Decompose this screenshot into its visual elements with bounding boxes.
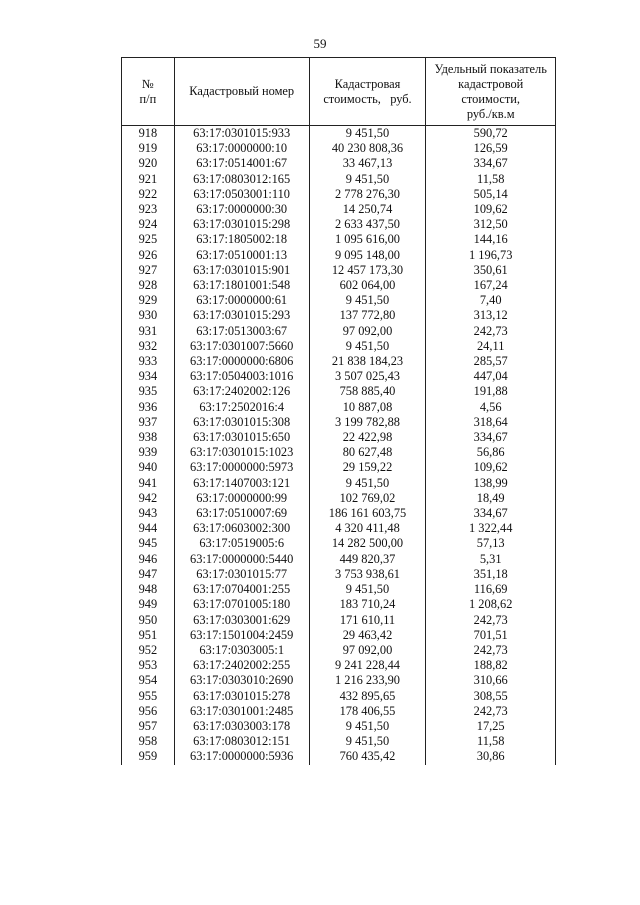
cadastral-value: 3 199 782,88 (309, 415, 426, 430)
specific-indicator: 242,73 (426, 643, 556, 658)
table-row (122, 567, 556, 582)
row-number: 957 (122, 719, 175, 734)
table-row (122, 369, 556, 384)
table-row (122, 187, 556, 202)
cadastral-value: 9 451,50 (309, 734, 426, 749)
table-row (122, 278, 556, 293)
cadastral-number: 63:17:0303003:178 (174, 719, 309, 734)
specific-indicator: 1 322,44 (426, 521, 556, 536)
specific-indicator: 447,04 (426, 369, 556, 384)
specific-indicator: 334,67 (426, 430, 556, 445)
specific-indicator: 505,14 (426, 187, 556, 202)
specific-indicator: 4,56 (426, 400, 556, 415)
table-row (122, 415, 556, 430)
row-number: 944 (122, 521, 175, 536)
row-number: 922 (122, 187, 175, 202)
cadastral-number: 63:17:0514001:67 (174, 156, 309, 171)
cadastral-value: 2 778 276,30 (309, 187, 426, 202)
table-row (122, 734, 556, 749)
cadastral-value: 40 230 808,36 (309, 141, 426, 156)
table-row (122, 689, 556, 704)
specific-indicator: 11,58 (426, 172, 556, 187)
table-row (122, 308, 556, 323)
row-number: 924 (122, 217, 175, 232)
table-row (122, 582, 556, 597)
table-row (122, 156, 556, 171)
table-row (122, 460, 556, 475)
cadastral-number: 63:17:0301015:901 (174, 263, 309, 278)
table-row (122, 673, 556, 688)
cadastral-number: 63:17:0000000:30 (174, 202, 309, 217)
cadastral-value: 12 457 173,30 (309, 263, 426, 278)
row-number: 942 (122, 491, 175, 506)
row-number: 919 (122, 141, 175, 156)
specific-indicator: 308,55 (426, 689, 556, 704)
cadastral-value: 14 282 500,00 (309, 536, 426, 551)
row-number: 953 (122, 658, 175, 673)
table-row (122, 172, 556, 187)
table-row (122, 476, 556, 491)
row-number: 940 (122, 460, 175, 475)
table-row (122, 521, 556, 536)
table-row (122, 749, 556, 764)
specific-indicator: 242,73 (426, 324, 556, 339)
table-row (122, 263, 556, 278)
specific-indicator: 701,51 (426, 628, 556, 643)
cadastral-number: 63:17:0803012:165 (174, 172, 309, 187)
cadastral-value: 9 095 148,00 (309, 248, 426, 263)
cadastral-number: 63:17:0301015:298 (174, 217, 309, 232)
cadastral-value: 102 769,02 (309, 491, 426, 506)
cadastral-value: 9 451,50 (309, 126, 426, 142)
table-row (122, 430, 556, 445)
specific-indicator: 242,73 (426, 613, 556, 628)
specific-indicator: 167,24 (426, 278, 556, 293)
cadastral-number: 63:17:0603002:300 (174, 521, 309, 536)
cadastral-number: 63:17:0303001:629 (174, 613, 309, 628)
specific-indicator: 1 196,73 (426, 248, 556, 263)
cadastral-value: 432 895,65 (309, 689, 426, 704)
cadastral-number: 63:17:0503001:110 (174, 187, 309, 202)
specific-indicator: 334,67 (426, 506, 556, 521)
header-num: № п/п (122, 58, 175, 126)
row-number: 931 (122, 324, 175, 339)
cadastral-value: 97 092,00 (309, 324, 426, 339)
row-number: 926 (122, 248, 175, 263)
cadastral-value: 9 451,50 (309, 293, 426, 308)
cadastral-value: 2 633 437,50 (309, 217, 426, 232)
table-row (122, 704, 556, 719)
cadastral-number: 63:17:0303005:1 (174, 643, 309, 658)
cadastral-value: 9 241 228,44 (309, 658, 426, 673)
row-number: 929 (122, 293, 175, 308)
specific-indicator: 1 208,62 (426, 597, 556, 612)
cadastral-value: 602 064,00 (309, 278, 426, 293)
row-number: 948 (122, 582, 175, 597)
cadastral-number: 63:17:0301015:933 (174, 126, 309, 142)
cadastral-value: 758 885,40 (309, 384, 426, 399)
specific-indicator: 312,50 (426, 217, 556, 232)
specific-indicator: 285,57 (426, 354, 556, 369)
table-row (122, 491, 556, 506)
cadastral-number: 63:17:0513003:67 (174, 324, 309, 339)
table-row (122, 506, 556, 521)
cadastral-number: 63:17:0510007:69 (174, 506, 309, 521)
cadastral-value: 9 451,50 (309, 719, 426, 734)
table-row (122, 232, 556, 247)
cadastral-value: 1 095 616,00 (309, 232, 426, 247)
row-number: 952 (122, 643, 175, 658)
row-number: 935 (122, 384, 175, 399)
cadastral-number: 63:17:1501004:2459 (174, 628, 309, 643)
specific-indicator: 144,16 (426, 232, 556, 247)
table-row (122, 217, 556, 232)
cadastral-value: 80 627,48 (309, 445, 426, 460)
table-row (122, 384, 556, 399)
cadastral-number: 63:17:1805002:18 (174, 232, 309, 247)
specific-indicator: 138,99 (426, 476, 556, 491)
specific-indicator: 318,64 (426, 415, 556, 430)
table-row (122, 354, 556, 369)
specific-indicator: 334,67 (426, 156, 556, 171)
specific-indicator: 24,11 (426, 339, 556, 354)
cadastral-number: 63:17:2502016:4 (174, 400, 309, 415)
table-row (122, 400, 556, 415)
specific-indicator: 313,12 (426, 308, 556, 323)
cadastral-value: 171 610,11 (309, 613, 426, 628)
cadastral-number: 63:17:1407003:121 (174, 476, 309, 491)
cadastral-value: 9 451,50 (309, 582, 426, 597)
cadastral-value: 21 838 184,23 (309, 354, 426, 369)
cadastral-value: 9 451,50 (309, 172, 426, 187)
header-cadastral-value: Кадастровая стоимость, руб. (309, 58, 426, 126)
row-number: 939 (122, 445, 175, 460)
row-number: 920 (122, 156, 175, 171)
cadastral-number: 63:17:0803012:151 (174, 734, 309, 749)
row-number: 937 (122, 415, 175, 430)
specific-indicator: 5,31 (426, 552, 556, 567)
table-row (122, 339, 556, 354)
row-number: 934 (122, 369, 175, 384)
specific-indicator: 351,18 (426, 567, 556, 582)
row-number: 943 (122, 506, 175, 521)
cadastral-number: 63:17:0301007:5660 (174, 339, 309, 354)
cadastral-value: 29 463,42 (309, 628, 426, 643)
cadastral-number: 63:17:0303010:2690 (174, 673, 309, 688)
row-number: 918 (122, 126, 175, 142)
header-cadastral-number: Кадастровый номер (174, 58, 309, 126)
cadastral-number: 63:17:0000000:6806 (174, 354, 309, 369)
table-row (122, 126, 556, 142)
cadastral-number: 63:17:0301015:1023 (174, 445, 309, 460)
cadastral-value: 760 435,42 (309, 749, 426, 764)
specific-indicator: 17,25 (426, 719, 556, 734)
specific-indicator: 30,86 (426, 749, 556, 764)
cadastral-value: 14 250,74 (309, 202, 426, 217)
specific-indicator: 191,88 (426, 384, 556, 399)
row-number: 949 (122, 597, 175, 612)
cadastral-number: 63:17:0000000:5973 (174, 460, 309, 475)
cadastral-value: 178 406,55 (309, 704, 426, 719)
specific-indicator: 188,82 (426, 658, 556, 673)
row-number: 950 (122, 613, 175, 628)
cadastral-value: 183 710,24 (309, 597, 426, 612)
cadastral-value: 9 451,50 (309, 339, 426, 354)
cadastral-number: 63:17:0000000:5936 (174, 749, 309, 764)
row-number: 958 (122, 734, 175, 749)
cadastral-number: 63:17:0301015:278 (174, 689, 309, 704)
specific-indicator: 126,59 (426, 141, 556, 156)
row-number: 921 (122, 172, 175, 187)
cadastral-number: 63:17:0000000:10 (174, 141, 309, 156)
row-number: 923 (122, 202, 175, 217)
row-number: 930 (122, 308, 175, 323)
specific-indicator: 7,40 (426, 293, 556, 308)
table-row (122, 445, 556, 460)
cadastral-value: 33 467,13 (309, 156, 426, 171)
cadastral-value: 97 092,00 (309, 643, 426, 658)
row-number: 936 (122, 400, 175, 415)
table-row (122, 552, 556, 567)
specific-indicator: 590,72 (426, 126, 556, 142)
row-number: 932 (122, 339, 175, 354)
table-body (122, 126, 556, 765)
cadastral-table (121, 57, 556, 765)
cadastral-number: 63:17:1801001:548 (174, 278, 309, 293)
cadastral-number: 63:17:2402002:255 (174, 658, 309, 673)
specific-indicator: 57,13 (426, 536, 556, 551)
cadastral-value: 22 422,98 (309, 430, 426, 445)
cadastral-value: 4 320 411,48 (309, 521, 426, 536)
cadastral-value: 186 161 603,75 (309, 506, 426, 521)
page-number: 59 (313, 36, 327, 51)
cadastral-number: 63:17:0704001:255 (174, 582, 309, 597)
row-number: 951 (122, 628, 175, 643)
cadastral-number: 63:17:0301015:308 (174, 415, 309, 430)
cadastral-number: 63:17:0000000:61 (174, 293, 309, 308)
row-number: 959 (122, 749, 175, 764)
cadastral-value: 9 451,50 (309, 476, 426, 491)
row-number: 945 (122, 536, 175, 551)
cadastral-value: 1 216 233,90 (309, 673, 426, 688)
cadastral-value: 10 887,08 (309, 400, 426, 415)
cadastral-number: 63:17:0301001:2485 (174, 704, 309, 719)
table-row (122, 719, 556, 734)
cadastral-value: 3 753 938,61 (309, 567, 426, 582)
table-row (122, 536, 556, 551)
row-number: 954 (122, 673, 175, 688)
row-number: 933 (122, 354, 175, 369)
row-number: 925 (122, 232, 175, 247)
table-row (122, 141, 556, 156)
row-number: 928 (122, 278, 175, 293)
cadastral-number: 63:17:2402002:126 (174, 384, 309, 399)
cadastral-value: 137 772,80 (309, 308, 426, 323)
specific-indicator: 109,62 (426, 202, 556, 217)
cadastral-number: 63:17:0301015:77 (174, 567, 309, 582)
cadastral-value: 3 507 025,43 (309, 369, 426, 384)
table-row (122, 202, 556, 217)
cadastral-value: 29 159,22 (309, 460, 426, 475)
row-number: 955 (122, 689, 175, 704)
cadastral-number: 63:17:0519005:6 (174, 536, 309, 551)
row-number: 947 (122, 567, 175, 582)
header-specific-indicator: Удельный показатель кадастровой стоимости, руб./кв.м (426, 58, 556, 126)
specific-indicator: 109,62 (426, 460, 556, 475)
specific-indicator: 242,73 (426, 704, 556, 719)
table-row (122, 293, 556, 308)
table-row (122, 248, 556, 263)
cadastral-number: 63:17:0000000:5440 (174, 552, 309, 567)
cadastral-value: 449 820,37 (309, 552, 426, 567)
cadastral-number: 63:17:0701005:180 (174, 597, 309, 612)
specific-indicator: 56,86 (426, 445, 556, 460)
row-number: 927 (122, 263, 175, 278)
cadastral-number: 63:17:0504003:1016 (174, 369, 309, 384)
specific-indicator: 116,69 (426, 582, 556, 597)
specific-indicator: 11,58 (426, 734, 556, 749)
cadastral-number: 63:17:0301015:293 (174, 308, 309, 323)
table-row (122, 643, 556, 658)
cadastral-number: 63:17:0000000:99 (174, 491, 309, 506)
cadastral-number: 63:17:0301015:650 (174, 430, 309, 445)
table-row (122, 628, 556, 643)
specific-indicator: 310,66 (426, 673, 556, 688)
table-row (122, 658, 556, 673)
specific-indicator: 18,49 (426, 491, 556, 506)
row-number: 956 (122, 704, 175, 719)
table-row (122, 324, 556, 339)
cadastral-number: 63:17:0510001:13 (174, 248, 309, 263)
table-row (122, 597, 556, 612)
row-number: 941 (122, 476, 175, 491)
specific-indicator: 350,61 (426, 263, 556, 278)
table-row (122, 613, 556, 628)
table-header-row (122, 58, 556, 126)
row-number: 938 (122, 430, 175, 445)
row-number: 946 (122, 552, 175, 567)
